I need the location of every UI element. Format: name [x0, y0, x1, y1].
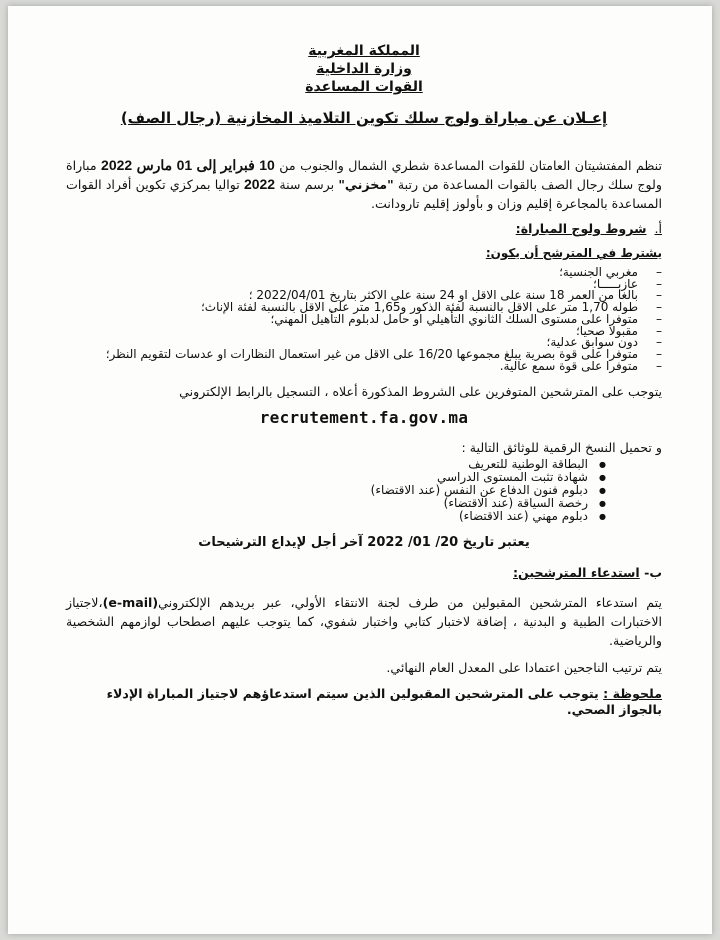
section-b-heading — [66, 565, 662, 581]
section-b-title: استدعاء المترشحين: — [513, 565, 640, 581]
condition-item: – متوفرا على قوة بصرية يبلغ مجموعها 16/20 على الاقل من غير استعمال النظارات او عدسات لتقويم النظر؛ — [66, 349, 662, 361]
intro-part2: مباراة ولوج سلك رجال الصف بالقوات المساعدة من رتبة — [66, 158, 662, 192]
rank-name: "مخزني" — [338, 177, 394, 192]
application-deadline: يعتبر تاريخ 20/ 01/ 2022 آخر أجل لإيداع الترشيحات — [198, 535, 530, 551]
registration-link[interactable]: recrutement.fa.gov.ma — [259, 408, 469, 428]
document-item: ● دبلوم فنون الدفاع عن النفس (عند الاقتضاء) — [66, 484, 662, 497]
note-label: ملحوظة : — [603, 686, 662, 702]
auxiliary-forces-line: القوات المساعدة — [305, 79, 423, 95]
document-item: ● دبلوم مهني (عند الاقتضاء) — [66, 510, 662, 523]
condition-item: – طوله 1,70 متر على الاقل بالنسبة لفئة الذكور و1,65 متر على الاقل بالنسبة لفئة الإناث؛ — [66, 302, 662, 314]
convocation-part2: ،لاجتياز الاختبارات الطبية و البدنية ، إضافة لاختبار كتابي واختبار شفوي، كما يتوجب عليهم اصطحاب لوازمهم الشخصية والرياضية. — [66, 595, 662, 649]
condition-item: – متوفرا على قوة سمع عالية. — [66, 361, 662, 373]
condition-item: – بالغا من العمر 18 سنة على الاقل او 24 سنة على الاكثر بتاريخ 2022/04/01 ؛ — [66, 290, 662, 302]
ranking-paragraph: يتم ترتيب الناجحين اعتمادا على المعدل العام النهائي. — [386, 660, 662, 676]
conditions-list — [66, 267, 662, 372]
section-a-heading — [66, 221, 662, 237]
section-a-title: شروط ولوج المباراة: — [515, 221, 647, 236]
document-item: ● رخصة السياقة (عند الاقتضاء) — [66, 497, 662, 510]
section-a-marker: أ. — [654, 221, 662, 236]
intro-paragraph — [66, 156, 662, 213]
condition-item: – مقبولا صحيا؛ — [66, 326, 662, 338]
session-year: 2022 — [243, 176, 276, 192]
intro-part3: برسم سنة — [279, 177, 335, 192]
intro-part1: تنظم المفتشيتان العامتان للقوات المساعدة شطري الشمال والجنوب من — [279, 158, 662, 173]
section-b-marker: ب- — [644, 565, 662, 581]
email-term: (e-mail) — [102, 595, 159, 611]
condition-item: – عازبـــــا؛ — [66, 279, 662, 291]
announcement-title: إعـلان عن مباراة ولوج سلك تكوين التلاميذ المخازنية (رجال الصف) — [120, 109, 608, 127]
document-item: ● شهادة تثبت المستوى الدراسي — [66, 471, 662, 484]
document-item: ● البطاقة الوطنية للتعريف — [66, 458, 662, 471]
note-paragraph — [66, 686, 662, 718]
condition-item: – دون سوابق عدلية؛ — [66, 337, 662, 349]
ministry-line: وزارة الداخلية — [316, 61, 412, 77]
condition-item: – مغربي الجنسية؛ — [66, 267, 662, 279]
note-text: يتوجب على المترشحين المقبولين الذين سيتم استدعاؤهم لاجتياز المباراة الإدلاء بالجواز الصحي. — [106, 686, 662, 718]
condition-item: – متوفرا على مستوى السلك الثانوي التأهيلي او حامل لدبلوم التأهيل المهني؛ — [66, 314, 662, 326]
convocation-part1: يتم استدعاء المترشحين المقبولين من طرف لجنة الانتقاء الأولي، عبر بريدهم الإلكتروني — [158, 595, 662, 611]
document-page — [8, 6, 712, 934]
convocation-paragraph — [66, 593, 662, 650]
conditions-subtitle: يشترط في المترشح أن يكون: — [485, 246, 662, 260]
documents-list — [66, 458, 662, 523]
exam-period: 10 فبراير إلى 01 مارس 2022 — [101, 157, 275, 173]
registration-instruction: يتوجب على المترشحين المتوفرين على الشروط المذكورة أعلاه ، التسجيل بالرابط الإلكتروني — [179, 384, 662, 400]
documents-intro: و تحميل النسخ الرقمية للوثائق التالية : — [461, 440, 662, 456]
letterhead — [66, 42, 662, 96]
announcement — [66, 42, 662, 718]
intro-part4: تواليا بمركزي تكوين أفراد القوات المساعدة بالمجاعرة إقليم وزان و بأولوز إقليم تارودانت. — [66, 177, 662, 211]
kingdom-line: المملكة المغربية — [308, 43, 420, 59]
